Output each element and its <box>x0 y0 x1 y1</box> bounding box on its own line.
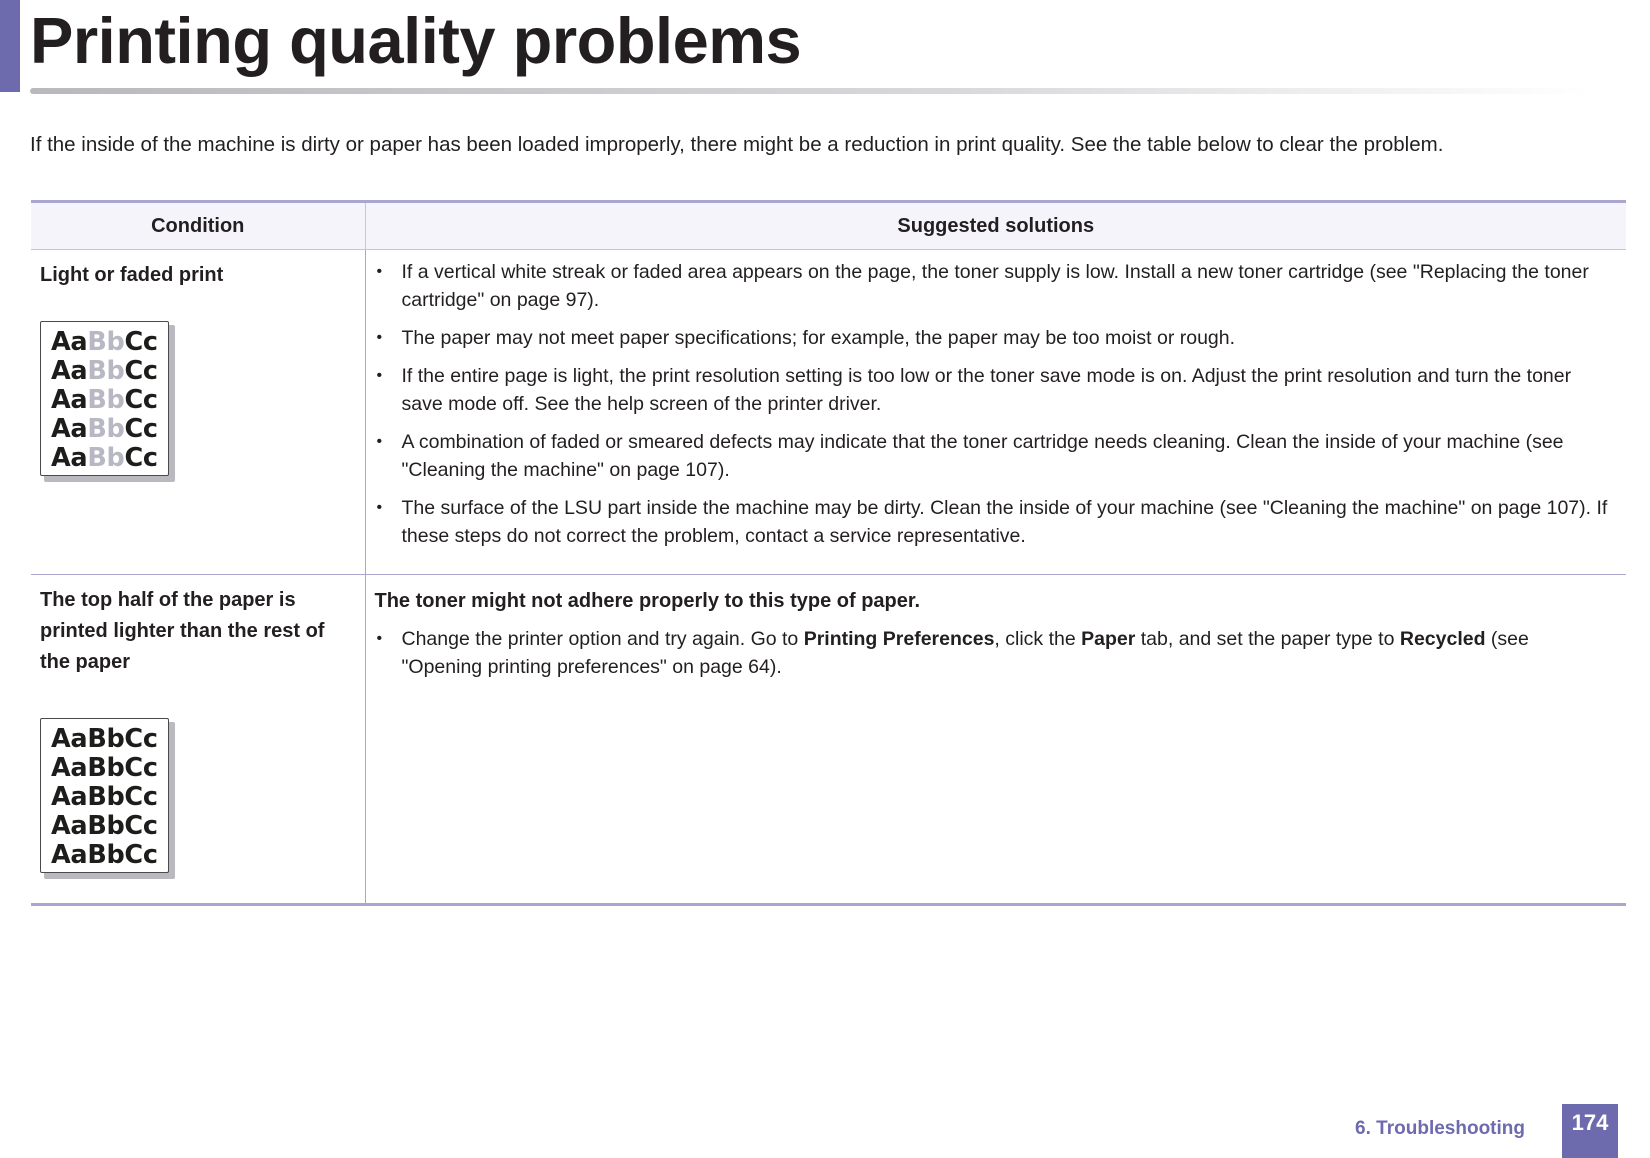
sample-line: AaBbCc <box>51 782 158 812</box>
title-divider <box>30 88 1590 94</box>
table-header-row <box>31 202 1626 250</box>
solution-heading: The toner might not adhere properly to this type of paper. <box>374 590 921 612</box>
header-condition: Condition <box>31 202 365 250</box>
intro-paragraph: If the inside of the machine is dirty or paper has been loaded improperly, there might be a reduction in print quality. See the table below to clear the problem. <box>30 133 1444 156</box>
footer-section-title: 6. Troubleshooting <box>1355 1118 1525 1139</box>
sample-line: AaBbCc <box>51 811 158 841</box>
sample-line: AaBbCc <box>51 327 158 357</box>
sample-line: AaBbCc <box>51 356 158 386</box>
page-title: Printing quality problems <box>30 4 802 77</box>
solutions-cell <box>365 575 1626 905</box>
quality-problems-table <box>31 200 1626 906</box>
top-half-light-sample-image <box>40 718 173 878</box>
condition-cell <box>31 575 365 905</box>
solutions-cell <box>365 250 1626 575</box>
faded-print-sample-image <box>40 321 173 481</box>
table-row <box>31 575 1626 905</box>
printing-preferences-term: Printing Preferences <box>803 628 995 650</box>
page-footer <box>1250 1104 1650 1158</box>
sample-line: AaBbCc <box>51 385 158 415</box>
sample-line: AaBbCc <box>51 443 158 473</box>
solution-item: • Change the printer option and try again. Go to Printing Preferences, click the Paper tab, and set the paper type to Recycled (see "Opening printing preferences" on page 64). <box>375 625 1615 681</box>
table-row <box>31 250 1626 575</box>
paper-tab-term: Paper <box>1081 628 1136 650</box>
solution-list <box>375 258 1615 550</box>
solution-list <box>375 625 1615 681</box>
solution-item: • The surface of the LSU part inside the machine may be dirty. Clean the inside of your machine (see "Cleaning the machine" on page 107). If these steps do not correct the problem, contact a service representative. <box>375 494 1615 550</box>
header-suggested-solutions: Suggested solutions <box>365 202 1626 250</box>
condition-label: The top half of the paper is printed lighter than the rest of the paper <box>40 589 325 673</box>
condition-label: Light or faded print <box>40 264 224 286</box>
condition-cell <box>31 250 365 575</box>
sample-line: AaBbCc <box>51 724 158 754</box>
solution-item: • If the entire page is light, the print resolution setting is too low or the toner save mode is on. Adjust the print resolution and turn the toner save mode off. See the help screen of the printer driver. <box>375 362 1615 418</box>
sample-line: AaBbCc <box>51 414 158 444</box>
sample-line: AaBbCc <box>51 840 158 870</box>
solution-item: • A combination of faded or smeared defects may indicate that the toner cartridge needs cleaning. Clean the inside of your machine (see "Cleaning the machine" on page 107). <box>375 428 1615 484</box>
solution-item: • If a vertical white streak or faded area appears on the page, the toner supply is low. Install a new toner cartridge (see "Replacing the toner cartridge" on page 97). <box>375 258 1615 314</box>
page-number-badge: 174 <box>1562 1104 1618 1158</box>
sample-line: AaBbCc <box>51 753 158 783</box>
title-accent-bar <box>0 0 20 92</box>
recycled-term: Recycled <box>1399 628 1486 650</box>
solution-item: • The paper may not meet paper specifications; for example, the paper may be too moist or rough. <box>375 324 1615 352</box>
